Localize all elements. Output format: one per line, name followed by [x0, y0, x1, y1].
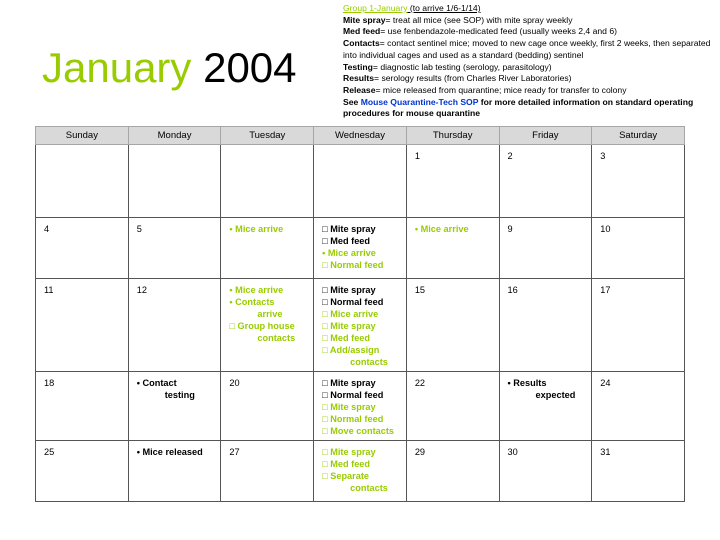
- notes-mite-line: [343, 15, 718, 27]
- med-text: = use fenbendazole-medicated feed (usually weeks 2,4 and 6): [380, 26, 617, 37]
- calendar-event: • Mice arrive: [322, 248, 376, 258]
- calendar-event: • Mice arrive: [414, 224, 469, 234]
- legend-notes: [343, 3, 718, 120]
- day-number: 24: [600, 378, 611, 388]
- calendar-event: □ Normal feed: [322, 390, 384, 400]
- day-number: 18: [44, 378, 55, 388]
- day-number: 17: [600, 285, 611, 295]
- day-cell[interactable]: [221, 279, 314, 372]
- day-number: 15: [414, 285, 426, 295]
- week-row: [36, 145, 685, 218]
- calendar-event: □ Mite spray: [322, 321, 376, 331]
- weekday-header: Tuesday: [221, 127, 314, 145]
- day-cell[interactable]: [406, 145, 499, 218]
- day-cell[interactable]: [406, 218, 499, 279]
- day-cell[interactable]: [221, 441, 314, 502]
- day-number: 9: [507, 224, 513, 234]
- day-cell[interactable]: [128, 372, 221, 441]
- day-number: 4: [44, 224, 50, 234]
- day-cell[interactable]: [592, 218, 685, 279]
- day-number: 1: [414, 151, 420, 161]
- calendar-event: • Results: [507, 378, 547, 388]
- title-month: January: [42, 44, 192, 91]
- day-number: 22: [414, 378, 426, 388]
- results-label: Results: [343, 73, 375, 84]
- day-cell[interactable]: [36, 441, 129, 502]
- notes-testing-line: [343, 62, 718, 74]
- day-cell[interactable]: [499, 145, 592, 218]
- day-cell[interactable]: [36, 279, 129, 372]
- day-cell[interactable]: [592, 145, 685, 218]
- calendar-event: □ Normal feed: [322, 414, 384, 424]
- calendar-event: □ Med feed: [322, 459, 371, 469]
- notes-group-line: [343, 3, 718, 15]
- day-number: 30: [507, 447, 518, 457]
- day-cell[interactable]: [221, 145, 314, 218]
- release-text: = mice released from quarantine; mice ready for transfer to colony: [375, 84, 627, 95]
- notes-med-line: [343, 26, 718, 38]
- calendar-event: □ Normal feed: [322, 297, 384, 307]
- sop-link[interactable]: Mouse Quarantine-Tech SOP: [360, 96, 479, 107]
- group-link[interactable]: Group 1-January: [343, 3, 408, 13]
- calendar-event: □ Mite spray: [322, 224, 376, 234]
- calendar-event: □ Mite spray: [322, 447, 376, 457]
- weekday-header: Friday: [499, 127, 592, 145]
- calendar-event: □ Add/assign: [322, 345, 380, 355]
- calendar-event: □ Group house: [229, 321, 295, 331]
- day-cell[interactable]: [36, 372, 129, 441]
- notes-sop-line: [343, 97, 718, 120]
- day-cell[interactable]: [499, 218, 592, 279]
- day-number: 25: [44, 447, 55, 457]
- calendar-event: □ Mite spray: [322, 285, 376, 295]
- calendar-event: □ Mice arrive: [322, 309, 379, 319]
- weekday-header: Monday: [128, 127, 221, 145]
- calendar-event: □ Separate: [322, 471, 370, 481]
- week-row: [36, 441, 685, 502]
- day-number: 12: [136, 285, 147, 295]
- calendar-event: □ Normal feed: [322, 260, 384, 270]
- day-number: 2: [507, 151, 513, 161]
- day-cell[interactable]: [314, 218, 407, 279]
- day-number: 16: [507, 285, 518, 295]
- weekday-header: Sunday: [36, 127, 129, 145]
- calendar-event: expected: [535, 390, 576, 400]
- calendar-event: □ Mite spray: [322, 378, 376, 388]
- week-row: [36, 372, 685, 441]
- day-number: 29: [414, 447, 426, 457]
- calendar-event: • Contact: [136, 378, 177, 388]
- weekday-header: Thursday: [406, 127, 499, 145]
- day-number: 27: [229, 447, 240, 457]
- day-number: 3: [600, 151, 606, 161]
- day-cell[interactable]: [314, 441, 407, 502]
- day-cell[interactable]: [128, 279, 221, 372]
- calendar-event: testing: [164, 390, 195, 400]
- testing-text: = diagnostic lab testing (serology, parasitology): [372, 61, 552, 72]
- day-number: 31: [600, 447, 611, 457]
- calendar-event: □ Med feed: [322, 333, 371, 343]
- day-cell[interactable]: [36, 145, 129, 218]
- week-row: [36, 279, 685, 372]
- contacts-text: = contact sentinel mice; moved to new cage once weekly, first 2 weeks, then separated into individual cages and used as a standard (bedding) sentinel: [343, 38, 711, 60]
- weekday-header: Saturday: [592, 127, 685, 145]
- day-cell[interactable]: [128, 218, 221, 279]
- day-number: 10: [600, 224, 611, 234]
- day-cell[interactable]: [406, 441, 499, 502]
- group-arrival-text: (to arrive 1/6-1/14): [407, 3, 481, 13]
- med-label: Med feed: [343, 26, 381, 37]
- day-cell[interactable]: [592, 279, 685, 372]
- notes-results-line: [343, 73, 718, 85]
- day-number: 5: [136, 224, 142, 234]
- calendar-event: • Mice arrive: [229, 224, 284, 234]
- calendar-event: arrive: [257, 309, 283, 319]
- calendar-event: • Mice arrive: [229, 285, 284, 295]
- mite-label: Mite spray: [343, 14, 386, 25]
- page-title: [42, 40, 297, 96]
- day-cell[interactable]: [128, 145, 221, 218]
- calendar-event: • Contacts: [229, 297, 275, 307]
- calendar-table: [35, 126, 685, 502]
- day-cell[interactable]: [406, 279, 499, 372]
- see-prefix: See: [343, 96, 361, 107]
- day-cell[interactable]: [592, 441, 685, 502]
- title-year: 2004: [203, 44, 297, 91]
- day-cell[interactable]: [221, 372, 314, 441]
- day-cell[interactable]: [499, 279, 592, 372]
- day-cell[interactable]: [314, 145, 407, 218]
- weekday-header: Wednesday: [314, 127, 407, 145]
- calendar-event: contacts: [257, 333, 296, 343]
- calendar-event: □ Mite spray: [322, 402, 376, 412]
- release-label: Release: [343, 84, 376, 95]
- day-cell[interactable]: [499, 372, 592, 441]
- notes-release-line: [343, 85, 718, 97]
- calendar-event: contacts: [350, 357, 388, 367]
- day-cell[interactable]: [128, 441, 221, 502]
- calendar-event: □ Move contacts: [322, 426, 395, 436]
- day-cell[interactable]: [406, 372, 499, 441]
- testing-label: Testing: [343, 61, 373, 72]
- calendar-event: contacts: [350, 483, 388, 493]
- day-cell[interactable]: [314, 279, 407, 372]
- contacts-label: Contacts: [343, 38, 380, 49]
- day-cell[interactable]: [592, 372, 685, 441]
- day-cell[interactable]: [36, 218, 129, 279]
- results-text: = serology results (from Charles River Laboratories): [374, 73, 572, 84]
- day-cell[interactable]: [221, 218, 314, 279]
- day-number: 20: [229, 378, 240, 388]
- see-suffix: for more detailed information on standard operating procedures for mouse quarantine: [343, 96, 694, 119]
- mite-text: = treat all mice (see SOP) with mite spray weekly: [385, 14, 573, 25]
- day-cell[interactable]: [314, 372, 407, 441]
- day-number: 11: [44, 285, 54, 295]
- calendar-event: □ Med feed: [322, 236, 371, 246]
- day-cell[interactable]: [499, 441, 592, 502]
- calendar-event: • Mice released: [136, 447, 203, 457]
- week-row: [36, 218, 685, 279]
- notes-contacts-line: [343, 38, 718, 61]
- weekday-header-row: [36, 127, 685, 145]
